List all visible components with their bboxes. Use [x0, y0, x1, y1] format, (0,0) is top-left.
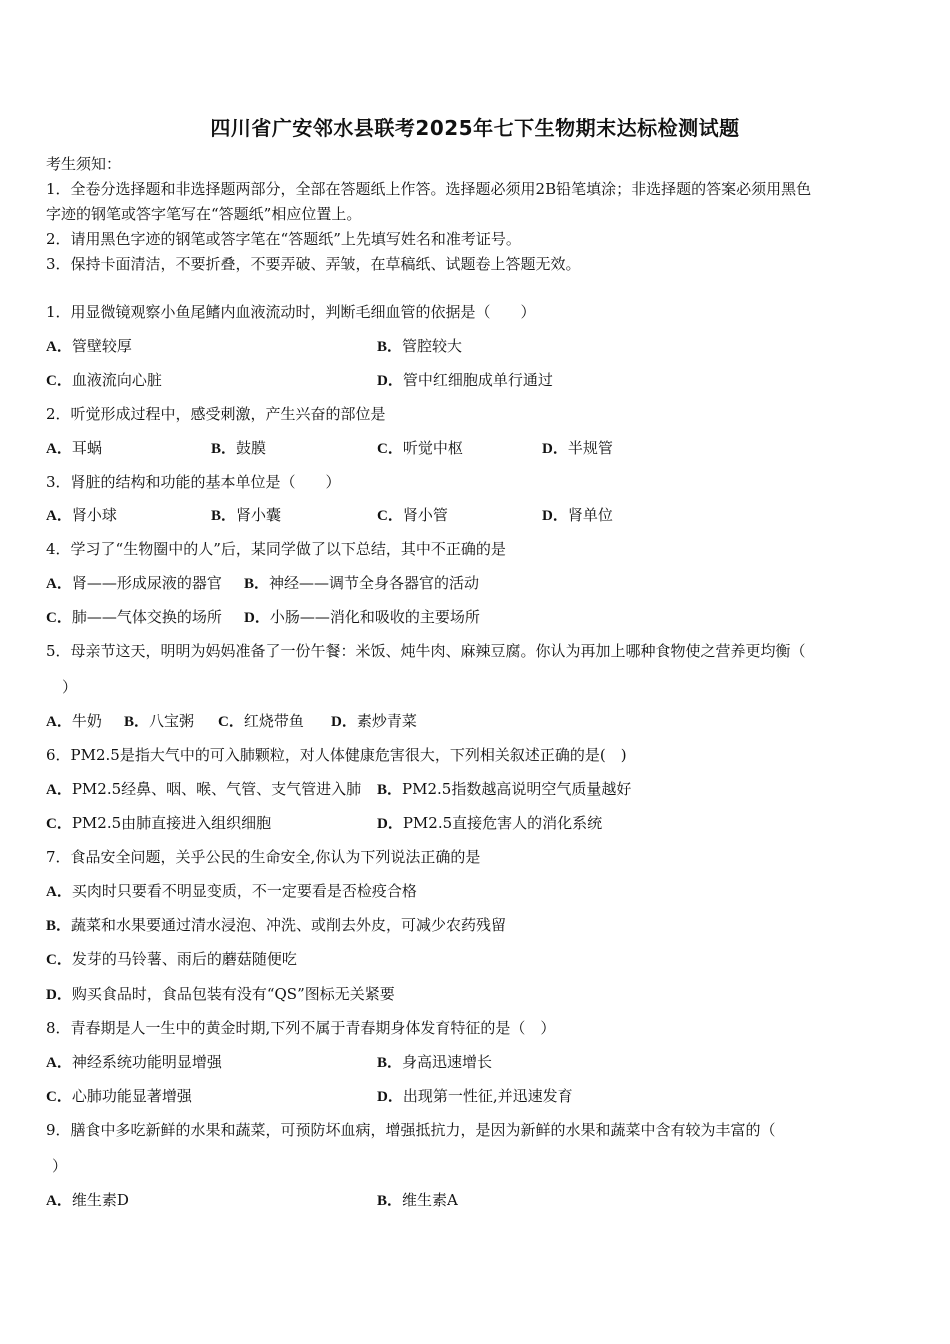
option-label: A． — [46, 1193, 72, 1209]
option-label: C． — [46, 816, 72, 832]
answer-option[interactable] — [46, 983, 395, 1004]
option-text: 购买食品时，食品包装有没有“QS”图标无关紧要 — [71, 985, 395, 1003]
answer-option[interactable] — [377, 812, 602, 833]
notice-item: 2．请用黑色字迹的钢笔或答字笔在“答题纸”上先填写姓名和准考证号。 — [46, 230, 521, 248]
option-label: A． — [46, 508, 72, 524]
option-label: B． — [377, 1055, 403, 1071]
question-stem: 8．青春期是人一生中的黄金时期,下列不属于青春期身体发育特征的是（ ） — [46, 1019, 556, 1037]
option-label: B． — [377, 339, 403, 355]
option-label: D． — [542, 508, 568, 524]
option-label: C． — [46, 373, 72, 389]
notice-item: 3．保持卡面清洁，不要折叠，不要弄破、弄皱，在草稿纸、试题卷上答题无效。 — [46, 255, 581, 273]
option-text: PM2.5经鼻、咽、喉、气管、支气管进入肺 — [71, 780, 362, 798]
question-stem: 9．膳食中多吃新鲜的水果和蔬菜，可预防坏血病，增强抵抗力，是因为新鲜的水果和蔬菜中含有较为丰富的（ — [46, 1121, 776, 1139]
option-text: 红烧带鱼 — [243, 712, 304, 730]
option-text: 管腔较大 — [402, 337, 463, 355]
answer-option[interactable] — [331, 710, 417, 731]
option-label: C． — [218, 714, 244, 730]
option-text: 管壁较厚 — [71, 337, 132, 355]
option-text: 肺——气体交换的场所 — [71, 608, 222, 626]
option-label: D． — [46, 987, 72, 1003]
option-label: B． — [46, 918, 72, 934]
answer-option[interactable] — [46, 1051, 222, 1072]
option-text: 肾小球 — [71, 506, 117, 524]
option-label: A． — [46, 339, 72, 355]
option-text: 买肉时只要看不明显变质，不一定要看是否检疫合格 — [71, 882, 417, 900]
answer-option[interactable] — [46, 914, 506, 935]
option-text: 耳蜗 — [71, 439, 102, 457]
option-label: D． — [244, 610, 270, 626]
option-text: 半规管 — [567, 439, 613, 457]
option-label: B． — [124, 714, 150, 730]
answer-option[interactable] — [211, 504, 281, 525]
option-text: 维生素A — [402, 1191, 458, 1209]
option-label: A． — [46, 884, 72, 900]
notice-item: 字迹的钢笔或答字笔写在“答题纸”相应位置上。 — [46, 205, 362, 223]
option-text: 维生素D — [71, 1191, 129, 1209]
option-text: 素炒青菜 — [356, 712, 417, 730]
answer-option[interactable] — [46, 1189, 129, 1210]
answer-option[interactable] — [46, 948, 297, 969]
answer-option[interactable] — [218, 710, 304, 731]
option-label: A． — [46, 576, 72, 592]
option-label: D． — [377, 816, 403, 832]
answer-option[interactable] — [46, 710, 102, 731]
option-label: B． — [211, 508, 237, 524]
answer-option[interactable] — [211, 437, 266, 458]
option-label: C． — [46, 610, 72, 626]
question-stem-continuation: ） — [62, 678, 78, 696]
option-text: 肾——形成尿液的器官 — [71, 574, 222, 592]
question-stem: 4．学习了“生物圈中的人”后，某同学做了以下总结，其中不正确的是 — [46, 540, 506, 558]
answer-option[interactable] — [46, 880, 417, 901]
option-text: 小肠——消化和吸收的主要场所 — [269, 608, 480, 626]
answer-option[interactable] — [46, 572, 222, 593]
answer-option[interactable] — [46, 369, 162, 390]
answer-option[interactable] — [124, 710, 194, 731]
option-label: C． — [377, 441, 403, 457]
option-label: D． — [331, 714, 357, 730]
option-text: PM2.5直接危害人的消化系统 — [402, 814, 603, 832]
answer-option[interactable] — [377, 369, 553, 390]
option-text: 听觉中枢 — [402, 439, 463, 457]
option-text: 发芽的马铃薯、雨后的蘑菇随便吃 — [71, 950, 297, 968]
option-text: 神经系统功能明显增强 — [71, 1053, 222, 1071]
option-text: 神经——调节全身各器官的活动 — [269, 574, 480, 592]
answer-option[interactable] — [377, 1189, 458, 1210]
answer-option[interactable] — [46, 437, 102, 458]
answer-option[interactable] — [377, 504, 448, 525]
option-label: D． — [542, 441, 568, 457]
option-text: 蔬菜和水果要通过清水浸泡、冲洗、或削去外皮，可减少农药残留 — [71, 916, 507, 934]
option-label: A． — [46, 441, 72, 457]
answer-option[interactable] — [46, 1085, 192, 1106]
option-label: C． — [46, 952, 72, 968]
answer-option[interactable] — [377, 335, 462, 356]
option-text: 血液流向心脏 — [71, 371, 162, 389]
page-title: 四川省广安邻水县联考2025年七下生物期末达标检测试题 — [210, 116, 740, 140]
option-label: B． — [211, 441, 237, 457]
option-text: 心肺功能显著增强 — [71, 1087, 192, 1105]
option-text: 八宝粥 — [149, 712, 195, 730]
question-stem-continuation: ） — [52, 1157, 68, 1175]
answer-option[interactable] — [46, 778, 361, 799]
option-text: 牛奶 — [71, 712, 102, 730]
answer-option[interactable] — [244, 572, 479, 593]
option-text: PM2.5由肺直接进入组织细胞 — [71, 814, 272, 832]
option-text: 鼓膜 — [236, 439, 267, 457]
option-text: 肾单位 — [567, 506, 613, 524]
option-text: 身高迅速增长 — [402, 1053, 493, 1071]
question-stem: 5．母亲节这天，明明为妈妈准备了一份午餐：米饭、炖牛肉、麻辣豆腐。你认为再加上哪种食物使之营养更均衡（ — [46, 642, 806, 660]
question-stem: 7．食品安全问题，关乎公民的生命安全,你认为下列说法正确的是 — [46, 848, 481, 866]
option-label: B． — [377, 782, 403, 798]
answer-option[interactable] — [46, 504, 117, 525]
answer-option[interactable] — [377, 778, 631, 799]
question-stem: 2．听觉形成过程中，感受刺激，产生兴奋的部位是 — [46, 405, 386, 423]
option-label: B． — [244, 576, 270, 592]
question-stem: 6．PM2.5是指大气中的可入肺颗粒，对人体健康危害很大，下列相关叙述正确的是( ) — [46, 746, 627, 764]
option-text: 肾小囊 — [236, 506, 282, 524]
answer-option[interactable] — [377, 1051, 492, 1072]
option-label: D． — [377, 373, 403, 389]
answer-option[interactable] — [377, 437, 463, 458]
notice-heading: 考生须知： — [46, 155, 122, 173]
option-label: A． — [46, 1055, 72, 1071]
notice-item: 1．全卷分选择题和非选择题两部分，全部在答题纸上作答。选择题必须用2B铅笔填涂；非选择题的答案必须用黑色 — [46, 180, 812, 198]
answer-option[interactable] — [46, 335, 132, 356]
option-text: 出现第一性征,并迅速发育 — [402, 1087, 573, 1105]
answer-option[interactable] — [377, 1085, 573, 1106]
question-stem: 1．用显微镜观察小鱼尾鳍内血液流动时，判断毛细血管的依据是（ ） — [46, 303, 536, 321]
option-label: C． — [377, 508, 403, 524]
option-label: A． — [46, 782, 72, 798]
option-label: B． — [377, 1193, 403, 1209]
option-label: C． — [46, 1089, 72, 1105]
answer-option[interactable] — [46, 812, 271, 833]
answer-option[interactable] — [46, 606, 222, 627]
answer-option[interactable] — [244, 606, 480, 627]
question-stem: 3．肾脏的结构和功能的基本单位是（ ） — [46, 473, 341, 491]
option-label: A． — [46, 714, 72, 730]
option-label: D． — [377, 1089, 403, 1105]
answer-option[interactable] — [542, 437, 613, 458]
option-text: PM2.5指数越高说明空气质量越好 — [402, 780, 632, 798]
option-text: 管中红细胞成单行通过 — [402, 371, 553, 389]
option-text: 肾小管 — [402, 506, 448, 524]
answer-option[interactable] — [542, 504, 613, 525]
